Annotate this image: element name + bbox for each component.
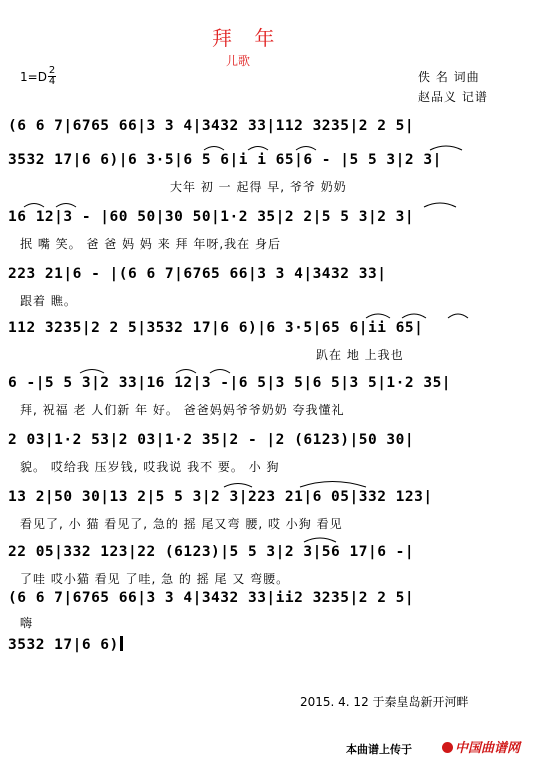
- slur-arc: [430, 146, 462, 150]
- slur-arc: [56, 204, 76, 208]
- notation-line-6: 6 -|5 5 3|2 33|16 12|3 -|6 5|3 5|6 5|3 5|1·2 35|: [8, 375, 452, 391]
- slur-arc: [304, 538, 336, 542]
- notation-line-2: 3532 17|6 6)|6 3·5|6 5 6|i i 65|6 - |5 5 3|2 3|: [8, 152, 442, 168]
- slur-arc: [176, 370, 196, 374]
- notation-line-10: (6 6 7|6765 66|3 3 4|3432 33|ii2 3235|2 2 5|: [8, 590, 415, 606]
- slur-arc: [296, 147, 316, 151]
- notation-line-8: 13 2|50 30|13 2|5 5 3|2 3|223 21|6 05|332 123|: [8, 489, 433, 505]
- lyric-line-10: 嗨: [20, 616, 34, 630]
- slur-arc: [366, 314, 390, 318]
- upload-note: 本曲谱上传于: [346, 743, 412, 756]
- slur-arc: [424, 203, 456, 207]
- credit-score: 赵品义 记谱: [418, 90, 488, 104]
- lyric-line-6: 拜, 祝福 老 人们新 年 好。 爸爸妈妈爷爷奶奶 夸我懂礼: [20, 403, 345, 417]
- slur-arc: [402, 314, 426, 318]
- notation-line-11-text: 3532 17|6 6): [8, 637, 119, 653]
- notation-line-4: 223 21|6 - |(6 6 7|6765 66|3 3 4|3432 33|: [8, 266, 387, 282]
- slur-arc: [448, 314, 468, 318]
- lyric-line-4: 跟着 瞧。: [20, 294, 77, 308]
- logo-icon: [442, 742, 453, 753]
- slur-arc: [24, 204, 44, 208]
- composition-date: 2015. 4. 12 于秦皇岛新开河畔: [300, 695, 469, 709]
- slur-arc: [248, 147, 268, 151]
- lyric-line-2: 大年 初 一 起得 早, 爷爷 奶奶: [170, 180, 347, 194]
- notation-line-9: 22 05|332 123|22 (6123)|5 5 3|2 3|56 17|6 -|: [8, 544, 415, 560]
- meter-top: 2: [48, 65, 56, 76]
- logo-text: 中国曲谱网: [455, 741, 521, 756]
- notation-line-3: 16 12|3 - |60 50|30 50|1·2 35|2 2|5 5 3|2 3|: [8, 209, 415, 225]
- slur-arc: [210, 370, 230, 374]
- notation-line-5: 112 3235|2 2 5|3532 17|6 6)|6 3·5|65 6|ii 65|: [8, 320, 424, 336]
- meter-bottom: 4: [48, 76, 56, 87]
- notation-line-7: 2 03|1·2 53|2 03|1·2 35|2 - |2 (6123)|50 30|: [8, 432, 415, 448]
- lyric-line-8: 看见了, 小 猫 看见了, 急的 摇 尾又弯 腰, 哎 小狗 看见: [20, 517, 343, 531]
- key-signature: 1=D: [20, 70, 47, 84]
- song-genre: 儿歌: [226, 54, 251, 68]
- slur-arc: [80, 370, 104, 374]
- lyric-line-7: 貌。 哎给我 压岁钱, 哎我说 我不 要。 小 狗: [20, 460, 280, 474]
- site-logo[interactable]: [442, 737, 520, 756]
- slur-arc: [300, 482, 366, 488]
- credit-lyrics: 佚 名 词曲: [418, 70, 480, 84]
- lyric-line-3: 抿 嘴 笑。 爸 爸 妈 妈 来 拜 年呀,我在 身后: [20, 237, 281, 251]
- lyric-line-9: 了哇 哎小猫 看见 了哇, 急 的 摇 尾 又 弯腰。: [20, 572, 290, 586]
- lyric-line-5: 趴在 地 上我也: [316, 348, 404, 362]
- slur-arc: [204, 147, 224, 151]
- notation-line-1: (6 6 7|6765 66|3 3 4|3432 33|112 3235|2 2 5|: [8, 118, 415, 134]
- song-title: 拜 年: [212, 26, 283, 50]
- slur-arc: [224, 484, 252, 488]
